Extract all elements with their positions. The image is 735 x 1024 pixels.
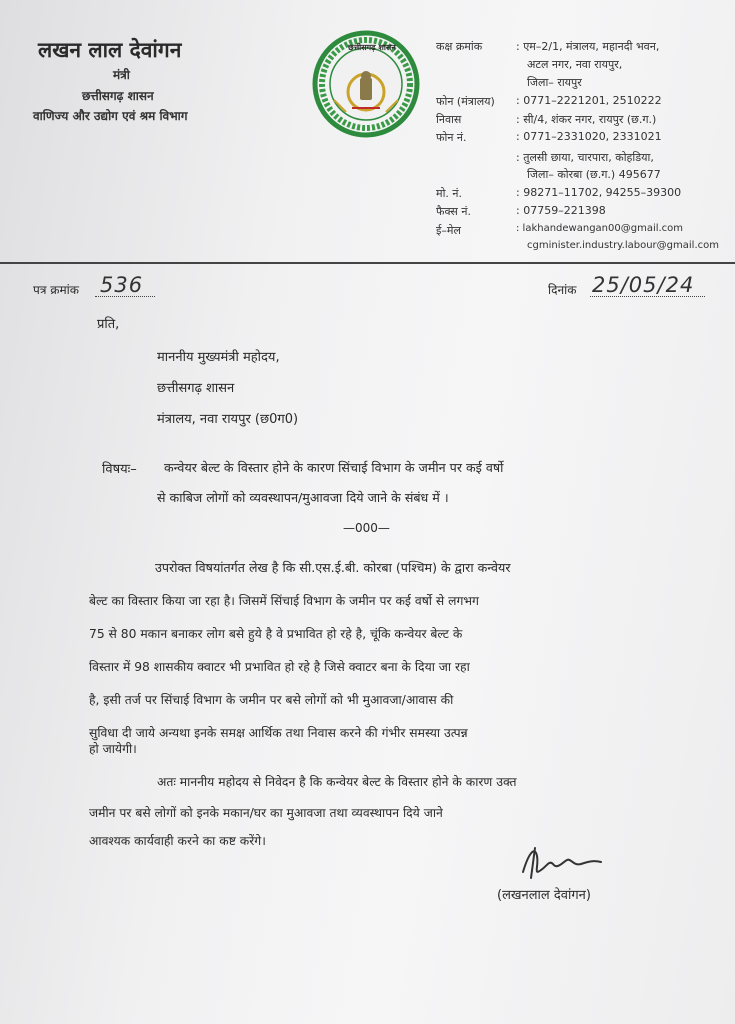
address2-line-1: : तुलसी छाया, चारपारा, कोहडिया, bbox=[516, 151, 654, 164]
body-line-6: सुविधा दी जाये अन्यथा इनके समक्ष आर्थिक तथा निवास करने की गंभीर समस्या उत्पन्न bbox=[89, 726, 468, 740]
designation: मंत्री bbox=[113, 68, 130, 82]
body-line-9: जमीन पर बसे लोगों को इनके मकान/घर का मुआवजा तथा व्यवस्थापन दिये जाने bbox=[89, 806, 443, 820]
recipient-line-3: मंत्रालय, नवा रायपुर (छ0ग0) bbox=[157, 412, 299, 427]
phone-label: फोन नं. bbox=[436, 131, 467, 144]
body-line-7: हो जायेगी। bbox=[89, 742, 137, 756]
body-line-8: अतः माननीय महोदय से निवेदन है कि कन्वेयर बेल्ट के विस्तार होने के कारण उक्त bbox=[157, 775, 517, 789]
fax-value: : 07759–221398 bbox=[516, 204, 606, 217]
separator: —000— bbox=[343, 521, 390, 535]
recipient-line-1: माननीय मुख्यमंत्री महोदय, bbox=[157, 350, 280, 365]
date-value: 25/05/24 bbox=[592, 273, 695, 297]
body-line-3: 75 से 80 मकान बनाकर लोग बसे हुये है वे प्रभावित हो रहे है, चूंकि कन्वेयर बेल्ट के bbox=[89, 627, 463, 641]
subject-line-1: कन्वेयर बेल्ट के विस्तार होने के कारण सिंचाई विभाग के जमीन पर कई वर्षो bbox=[164, 460, 504, 475]
phone-ministry-value: : 0771–2221201, 2510222 bbox=[516, 94, 662, 107]
subject-line-2: से काबिज लोगों को व्यवस्थापन/मुआवजा दिये जाने के संबंध में । bbox=[157, 490, 449, 505]
email-value-2: cgminister.industry.labour@gmail.com bbox=[527, 240, 719, 251]
subject-label: विषयः– bbox=[102, 462, 137, 477]
emblem-text: छत्तीसगढ़ शासन bbox=[348, 43, 396, 52]
phone-ministry-label: फोन (मंत्रालय) bbox=[436, 95, 495, 108]
body-line-10: आवश्यक कार्यवाही करने का कष्ट करेंगे। bbox=[89, 834, 266, 848]
phone-value: : 0771–2331020, 2331021 bbox=[516, 130, 662, 143]
residence-label: निवास bbox=[436, 113, 462, 126]
room-value-3: जिला– रायपुर bbox=[527, 76, 582, 89]
email-label: ई–मेल bbox=[436, 224, 461, 237]
body-line-1: उपरोक्त विषयांतर्गत लेख है कि सी.एस.ई.बी. कोरबा (पश्चिम) के द्वारा कन्वेयर bbox=[155, 560, 511, 575]
body-line-2: बेल्ट का विस्तार किया जा रहा है। जिसमें सिंचाई विभाग के जमीन पर कई वर्षो से लगभग bbox=[89, 594, 479, 608]
email-value-1: : lakhandewangan00@gmail.com bbox=[516, 223, 684, 234]
ref-label: पत्र क्रमांक bbox=[33, 283, 79, 297]
to-label: प्रति, bbox=[97, 317, 120, 332]
minister-name: लखन लाल देवांगन bbox=[38, 38, 182, 62]
fax-label: फैक्स नं. bbox=[436, 205, 471, 218]
ref-number: 536 bbox=[100, 273, 144, 297]
government-name: छत्तीसगढ़ शासन bbox=[82, 89, 154, 103]
mobile-value: : 98271–11702, 94255–39300 bbox=[516, 186, 682, 199]
room-label: कक्ष क्रमांक bbox=[436, 40, 483, 53]
room-value-2: अटल नगर, नवा रायपुर, bbox=[527, 58, 623, 71]
room-value-1: : एम–2/1, मंत्रालय, महानदी भवन, bbox=[516, 40, 660, 53]
department-name: वाणिज्य और उद्योग एवं श्रम विभाग bbox=[33, 109, 188, 123]
residence-value: : सी/4, शंकर नगर, रायपुर (छ.ग.) bbox=[516, 113, 657, 126]
recipient-line-2: छत्तीसगढ़ शासन bbox=[157, 381, 235, 396]
header-divider bbox=[0, 262, 735, 264]
body-line-4: विस्तार में 98 शासकीय क्वाटर भी प्रभावित हो रहे है जिसे क्वाटर बना के दिया जा रहा bbox=[89, 660, 470, 674]
address2-line-2: जिला– कोरबा (छ.ग.) 495677 bbox=[527, 168, 661, 181]
signature-name: (लखनलाल देवांगन) bbox=[497, 888, 591, 903]
date-label: दिनांक bbox=[548, 283, 577, 297]
signature-scribble bbox=[515, 842, 605, 884]
body-line-5: है, इसी तर्ज पर सिंचाई विभाग के जमीन पर बसे लोगों को भी मुआवजा/आवास की bbox=[89, 693, 454, 707]
mobile-label: मो. नं. bbox=[436, 187, 463, 200]
